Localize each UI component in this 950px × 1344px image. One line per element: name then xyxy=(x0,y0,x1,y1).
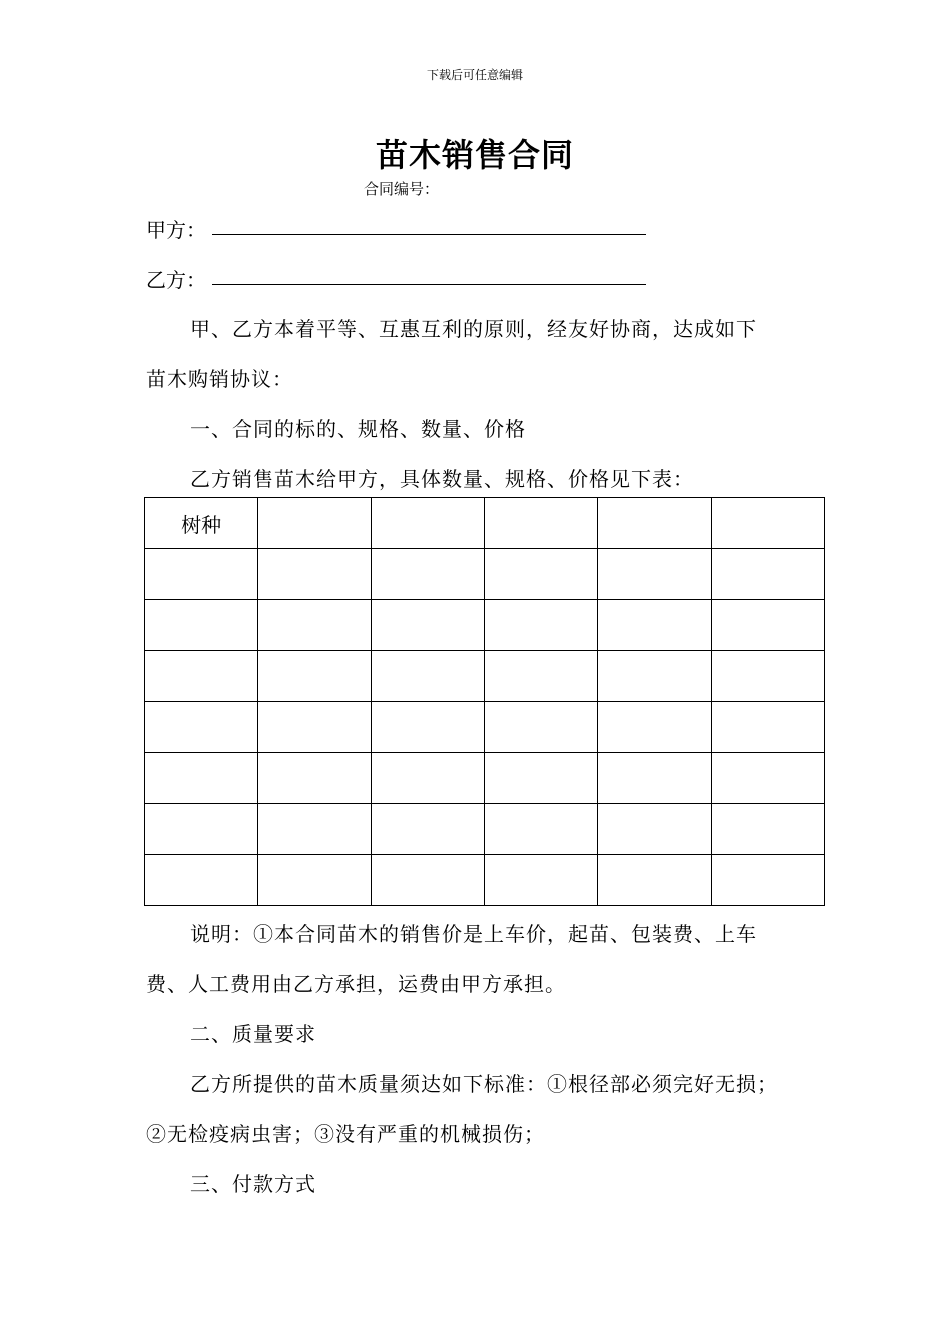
section2-line2: ②无检疫病虫害；③没有严重的机械损伤； xyxy=(146,1122,545,1146)
table-cell xyxy=(371,651,484,702)
intro-paragraph-line2: 苗木购销协议： xyxy=(146,367,293,391)
intro-paragraph-line1: 甲、乙方本着平等、互惠互利的原则，经友好协商，达成如下 xyxy=(190,317,757,341)
table-cell xyxy=(598,651,711,702)
table-cell xyxy=(711,549,824,600)
section1-text: 乙方销售苗木给甲方，具体数量、规格、价格见下表： xyxy=(190,467,694,491)
table-header-row xyxy=(145,498,825,549)
table-cell xyxy=(145,702,258,753)
table-cell xyxy=(598,804,711,855)
party-b-blank-line xyxy=(212,284,646,285)
table-header-cell xyxy=(484,498,597,549)
table-cell xyxy=(371,855,484,906)
section2-line1: 乙方所提供的苗木质量须达如下标准：①根径部必须完好无损； xyxy=(190,1072,778,1096)
table-header-cell xyxy=(371,498,484,549)
table-row xyxy=(145,804,825,855)
party-a-label: 甲方： xyxy=(146,218,206,242)
table-cell xyxy=(371,600,484,651)
table-header-cell xyxy=(711,498,824,549)
table-cell xyxy=(484,753,597,804)
table-cell xyxy=(145,651,258,702)
table-cell xyxy=(371,804,484,855)
table-cell xyxy=(484,855,597,906)
table-cell xyxy=(484,600,597,651)
table-cell xyxy=(484,702,597,753)
table-cell xyxy=(258,753,371,804)
download-note: 下载后可任意编辑 xyxy=(426,68,523,82)
table-cell xyxy=(258,600,371,651)
table-cell xyxy=(711,753,824,804)
table-cell xyxy=(484,651,597,702)
contract-title: 苗木销售合同 xyxy=(375,136,574,174)
note-line1: 说明：①本合同苗木的销售价是上车价，起苗、包装费、上车 xyxy=(190,922,757,946)
table-header-cell: 树种 xyxy=(145,498,258,549)
section3-heading: 三、付款方式 xyxy=(190,1172,316,1196)
table-cell xyxy=(371,753,484,804)
table-row xyxy=(145,549,825,600)
table-cell xyxy=(711,600,824,651)
table-row xyxy=(145,651,825,702)
table-cell xyxy=(711,804,824,855)
table-cell xyxy=(258,804,371,855)
note-line2: 费、人工费用由乙方承担，运费由甲方承担。 xyxy=(146,972,566,996)
table-row xyxy=(145,702,825,753)
table-cell xyxy=(484,549,597,600)
table-cell xyxy=(484,804,597,855)
table-cell xyxy=(371,549,484,600)
table-cell xyxy=(711,855,824,906)
table-cell xyxy=(258,549,371,600)
table-cell xyxy=(258,855,371,906)
party-a-blank-line xyxy=(212,234,646,235)
table-header-cell xyxy=(258,498,371,549)
table-cell xyxy=(598,549,711,600)
party-b-label: 乙方： xyxy=(146,268,206,292)
table-cell xyxy=(711,651,824,702)
table-cell xyxy=(145,753,258,804)
contract-number-label: 合同编号： xyxy=(364,180,440,198)
seedling-table xyxy=(144,497,825,906)
table-cell xyxy=(145,855,258,906)
table-row xyxy=(145,753,825,804)
table-cell xyxy=(258,702,371,753)
table-cell xyxy=(258,651,371,702)
table-cell xyxy=(371,702,484,753)
table-cell xyxy=(598,855,711,906)
table-cell xyxy=(598,753,711,804)
table-cell xyxy=(145,549,258,600)
table-header-cell xyxy=(598,498,711,549)
section2-heading: 二、质量要求 xyxy=(190,1022,316,1046)
table-cell xyxy=(145,600,258,651)
table-row xyxy=(145,600,825,651)
table-cell xyxy=(598,600,711,651)
table-cell xyxy=(711,702,824,753)
table-cell xyxy=(145,804,258,855)
section1-heading: 一、合同的标的、规格、数量、价格 xyxy=(190,417,526,441)
table-row xyxy=(145,855,825,906)
table-cell xyxy=(598,702,711,753)
